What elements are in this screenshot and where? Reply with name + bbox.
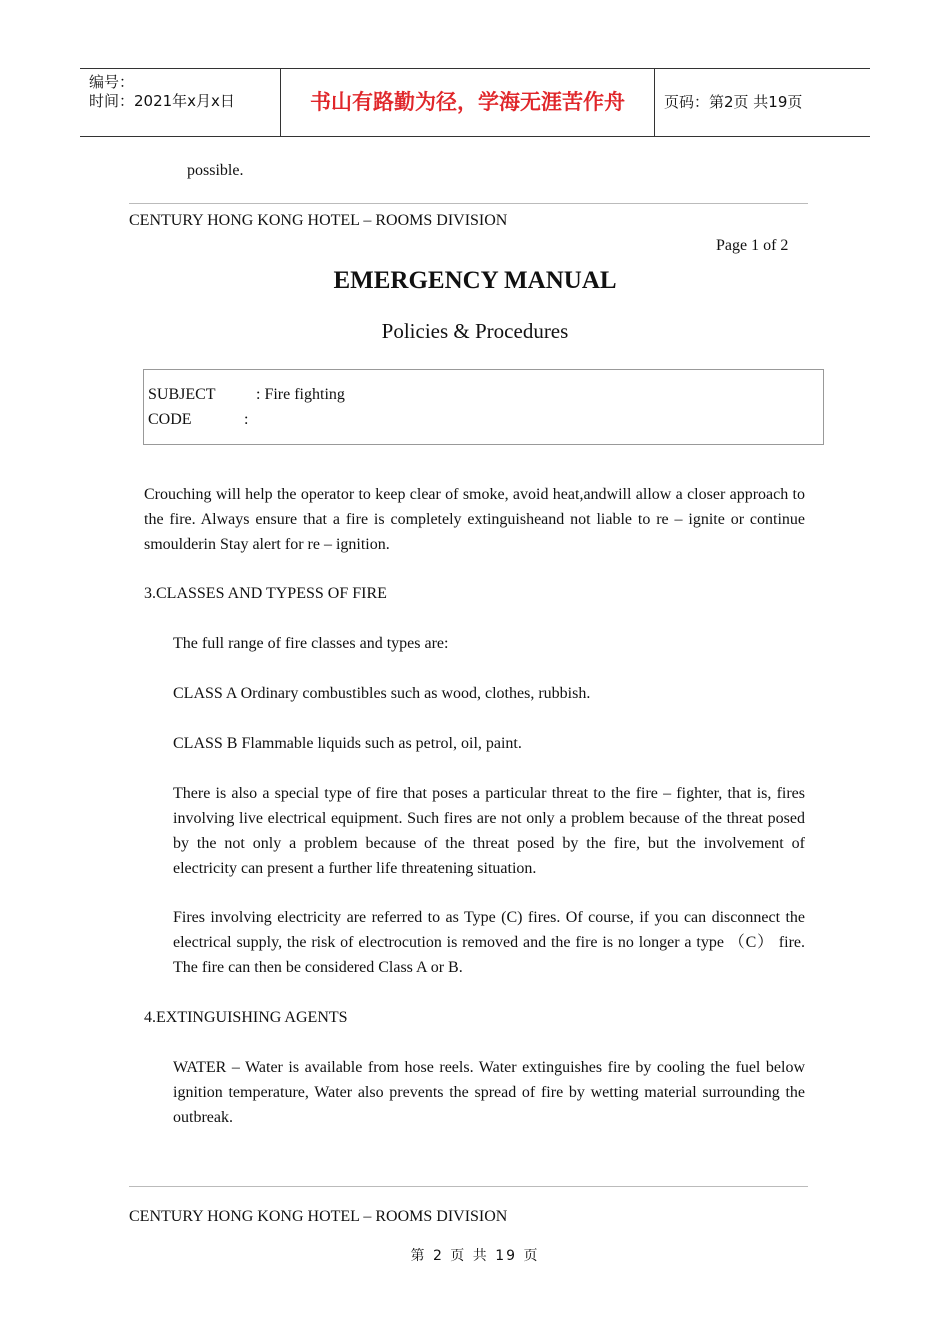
document-subtitle: Policies & Procedures — [381, 319, 569, 343]
page-header-table — [80, 68, 870, 137]
subject-value: : Fire fighting — [256, 386, 345, 403]
header-meta-cell — [80, 69, 281, 136]
s3-paragraph-4: There is also a special type of fire that poses a particular threat to the fire – fighter, that is, fires involving live electrical equipment. Such fires are not only a problem because of the threat posed by the not only a problem because of the threat posed by the fire, but the involvement of electricity can present a further life threatening situation. — [173, 785, 805, 877]
s3-paragraph-2: CLASS A Ordinary combustibles such as wood, clothes, rubbish. — [173, 685, 591, 702]
document-title: EMERGENCY MANUAL — [333, 267, 617, 294]
footer-rule — [129, 1186, 808, 1187]
s3-paragraph-3: CLASS B Flammable liquids such as petrol, oil, paint. — [173, 735, 522, 752]
s3-paragraph-1: The full range of fire classes and types are: — [173, 635, 449, 652]
section-4-heading: 4.EXTINGUISHING AGENTS — [144, 1009, 348, 1026]
s4-paragraph-1: WATER – Water is available from hose reels. Water extinguishes fire by cooling the fuel below ignition temperature, Water also prevents the spread of fire by wetting material surrounding the outbreak. — [173, 1059, 805, 1126]
footer-org-line: CENTURY HONG KONG HOTEL – ROOMS DIVISION — [129, 1208, 508, 1225]
section-3-heading: 3.CLASSES AND TYPESS OF FIRE — [144, 585, 387, 602]
footer-page-number: 第 2 页 共 19 页 — [410, 1248, 540, 1264]
header-motto: 书山有路勤为径，学海无涯苦作舟 — [281, 69, 655, 136]
header-rule — [129, 203, 808, 204]
header-time-label: 时间：2021年x月x日 — [89, 92, 235, 110]
top-fragment: possible. — [187, 162, 244, 179]
page-of: Page 1 of 2 — [716, 237, 789, 254]
org-line: CENTURY HONG KONG HOTEL – ROOMS DIVISION — [129, 212, 508, 229]
intro-paragraph: Crouching will help the operator to keep clear of smoke, avoid heat,andwill allow a closer approach to the fire. Always ensure that a fire is completely extinguisheand not liable to re – ignite or continue smoulderin Stay alert for re – ignition. — [144, 486, 805, 553]
code-label: CODE — [148, 411, 192, 428]
header-number-label: 编号： — [89, 73, 135, 91]
s3-paragraph-5: Fires involving electricity are referred to as Type (C) fires. Of course, if you can disconnect the electrical supply, the risk of electrocution is removed and the fire is no longer a type （C） fire. The fire can then be considered Class A or B. — [173, 909, 805, 976]
header-page-info: 页码：第2页 共19页 — [664, 93, 803, 111]
code-value: : — [244, 411, 249, 428]
subject-label: SUBJECT — [148, 386, 216, 403]
subject-box — [143, 369, 824, 445]
